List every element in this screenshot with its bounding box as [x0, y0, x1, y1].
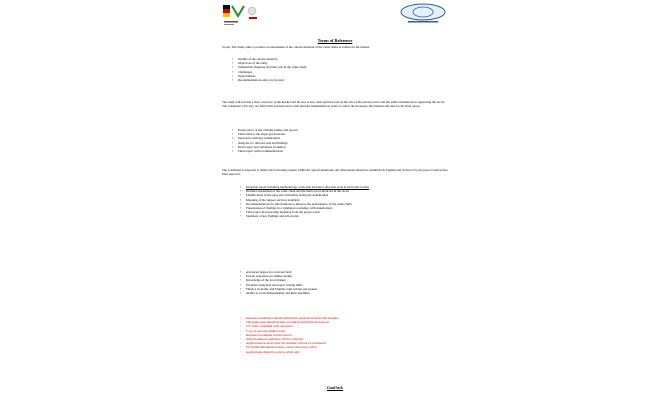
- list-item: ◦ Copy of previous similar work: [240, 328, 286, 333]
- list-item: • Field visits to the target governorates: [232, 132, 286, 137]
- list-item: • Opportunities: [232, 73, 256, 78]
- list-item: • Advanced degree in a relevant field: [240, 270, 292, 274]
- list-item: • Analysis of collected data and findings: [232, 140, 288, 145]
- list-item: ◦ Required documents as listed above: [240, 332, 292, 337]
- list-item: • Objectives of the study: [232, 61, 268, 66]
- list-item: • Mapping of the support services available: [240, 197, 300, 202]
- list-item: • Detailed assessment of the value chain and the main actors involved in the sector: [240, 189, 350, 194]
- list-item: • Ability to work independently and meet deadlines: [240, 291, 310, 296]
- list-item: • Interviews with key stakeholders: [232, 136, 281, 141]
- document-page: [222, 0, 448, 420]
- list-item: • Recommendations and way forward: [232, 78, 285, 83]
- list-item: • Challenges: [232, 69, 253, 74]
- application-notes-list: [240, 316, 339, 354]
- qualifications-list: [240, 270, 318, 296]
- deliverables-paragraph: The consultant is expected to deliver the following outputs within the agreed timeframe. All deliverables should be submitted in English and reviewed by the project team before final approval.: [222, 168, 448, 177]
- list-item: ◦ Only shortlisted candidates will be contacted: [240, 337, 304, 342]
- list-item: ◦ Applications received after the deadline will not be considered: [240, 341, 326, 346]
- list-item: • Identification of the gaps and constraints facing the stakeholders: [240, 193, 329, 198]
- list-item: ◦ For further information please contact the project office: [240, 345, 318, 350]
- list-item: • Final report with recommendations: [232, 149, 283, 154]
- methodology-paragraph: The study will provide a clear overview of the market and the key actors, with special focus on the role of the private sector and the public institutions in supporting the sector. The consultant will carry out field visits and interviews with relevant stakeholders in order to collect the necessary information and data for the final report.: [222, 100, 445, 109]
- list-item: • Excellent analytical and report writing skills: [240, 282, 303, 287]
- list-item: • Proven experience in similar studies: [240, 274, 293, 279]
- list-item: • Stakeholder mapping and their role in the value chain: [232, 65, 307, 70]
- list-item: ◦ Interested candidates should submit their application before the deadline: [240, 316, 339, 320]
- list-item: • Recommendations for interventions to improve the performance of the value chain: [240, 201, 352, 206]
- list-item: • Presentation of findings in a validation workshop with stakeholders: [240, 206, 333, 211]
- footer-text: Good luck: [327, 386, 343, 390]
- list-item: • Fluency in Arabic and English, both written and spoken: [240, 286, 318, 291]
- activities-list: [232, 128, 298, 154]
- list-item: • Inception report including methodology, work plan and data collection tools in electronic format: [240, 185, 369, 189]
- partner-logos: [222, 3, 262, 31]
- list-item: ◦ CV of the consultant with references: [240, 324, 293, 329]
- list-item: • Final report incorporating feedback from the project team: [240, 210, 320, 215]
- list-item: • Draft report and validation workshop: [232, 144, 286, 149]
- deliverables-list: [240, 185, 446, 219]
- list-item: • Knowledge of the local market: [240, 278, 286, 283]
- scope-list: [232, 57, 307, 83]
- organization-logo: [398, 3, 448, 25]
- list-item: ◦ Applications should be sent by email only: [240, 349, 300, 354]
- list-item: • Outline of the current situation: [232, 57, 278, 61]
- intro-paragraph: Scope: The Study aims to produce an assessment of the current situation of the value chain as follows in the market.: [222, 45, 371, 49]
- list-item: • Desk review of the existing studies and reports: [232, 128, 298, 132]
- document-title: Terms of Reference: [317, 38, 353, 43]
- list-item: • Summary of key findings and action plan: [240, 214, 299, 219]
- list-item: ◦ The application should include a technical and financial proposal: [240, 320, 330, 325]
